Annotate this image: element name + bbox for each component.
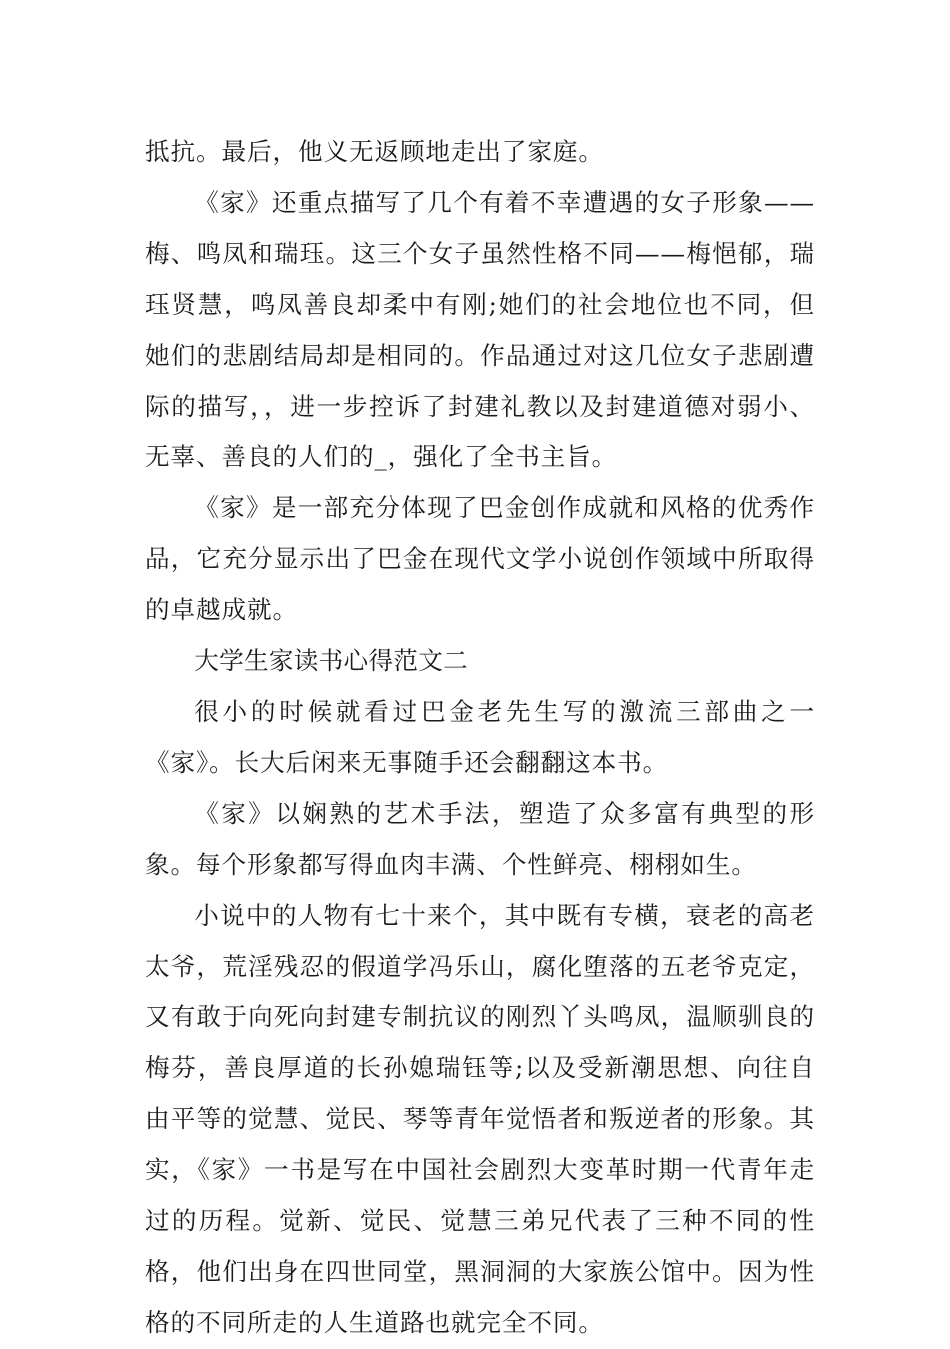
paragraph-artistry: 《家》以娴熟的艺术手法，塑造了众多富有典型的形象。每个形象都写得血肉丰满、个性鲜亮、栩栩如生。	[145, 798, 815, 879]
paragraph-continuation: 抵抗。最后，他义无返顾地走出了家庭。	[145, 137, 604, 166]
document-body	[145, 127, 815, 1349]
paragraph-conclusion: 《家》是一部充分体现了巴金创作成就和风格的优秀作品，它充分显示出了巴金在现代文学小说创作领域中所取得的卓越成就。	[145, 493, 815, 625]
paragraph-characters: 小说中的人物有七十来个，其中既有专横，衰老的高老太爷，荒淫残忍的假道学冯乐山，腐化堕落的五老爷克定，又有敢于向死向封建专制抗议的刚烈丫头鸣凤，温顺驯良的梅芬，善良厚道的长孙媳瑞钰等;以及受新潮思想、向往自由平等的觉慧、觉民、琴等青年觉悟者和叛逆者的形象。其实，《家》一书是写在中国社会剧烈大变革时期一代青年走过的历程。觉新、觉民、觉慧三弟兄代表了三种不同的性格，他们出身在四世同堂，黑洞洞的大家族公馆中。因为性格的不同所走的人生道路也就完全不同。	[145, 900, 815, 1337]
section-heading: 大学生家读书心得范文二	[194, 646, 469, 676]
paragraph-female-characters: 《家》还重点描写了几个有着不幸遭遇的女子形象——梅、鸣凤和瑞珏。这三个女子虽然性格不同——梅悒郁，瑞珏贤慧，鸣凤善良却柔中有刚;她们的社会地位也不同，但她们的悲剧结局却是相同的。作品通过对这几位女子悲剧遭际的描写，，进一步控诉了封建礼教以及封建道德对弱小、无辜、善良的人们的_，强化了全书主旨。	[145, 187, 815, 472]
paragraph-intro: 很小的时候就看过巴金老先生写的激流三部曲之一《家》。长大后闲来无事随手还会翻翻这本书。	[145, 696, 815, 777]
